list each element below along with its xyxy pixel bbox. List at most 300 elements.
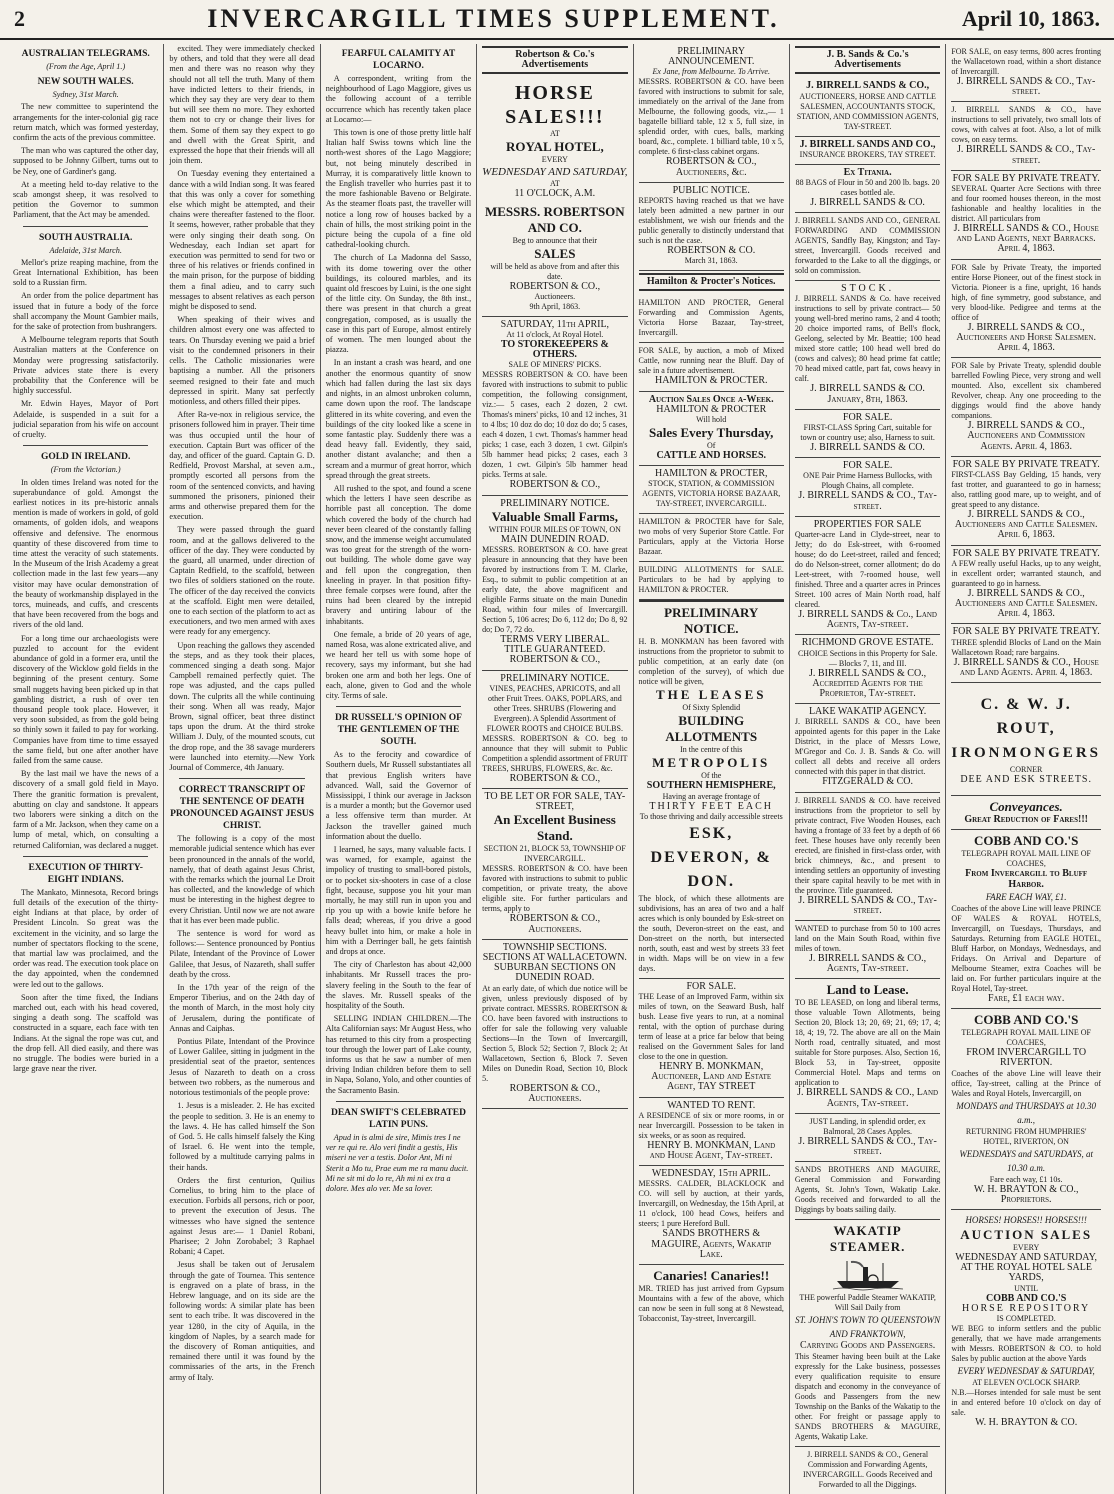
headline: NEW SOUTH WALES. [37,77,134,88]
ad-headline: J. BIRRELL SANDS AND CO., [799,138,936,150]
article-paragraph: I learned, he says, many valuable facts. I was warned, for example, against the impolicy of trusting to small-bored pistols, or to pocket six-shooters in case of a close fight, because, suppose you hit your man mortally, he may still run in upon you and rip you up with a bowie knife before he falls dead; whereas, if you drive a good heavy bullet into him, or make a hole in him with a Derringer ball, he gets faintish and drops at once. [325,845,472,957]
ad-headline: Auction Sales Once a-Week. [648,393,774,405]
ad-headline: PRELIMINARY NOTICE. [500,672,610,684]
column-3 [321,44,477,1494]
divider [336,706,461,707]
advertisement [951,102,1101,170]
article-paragraph: When speaking of their wives and children almost every one was affected to tears. On Thursday evening we paid a brief visit to the condemned prisoners in their cells. The Catholic missionaries were baptising a number. All the prisoners seemed resigned to their fate and much depressed in spirit. Many sat perfectly motionless, and others filled their pipes. [169,315,315,406]
ad-headline: LAKE WAKATIP AGENCY. [808,706,927,718]
advertisement [951,1210,1101,1432]
ad-text: MONDAYS and THURSDAYS at 10.30 a.m., [956,1100,1097,1125]
ad-text: Great Reduction of Fares!!! [964,814,1088,826]
ad-text: FOR SALE, by auction, a mob of Mixed Cattle, now running near the Bluff. Day of sale in a future advertisement. [638,346,784,376]
article-paragraph: One female, a bride of 20 years of age, named Rosa, was alone extricated alive, and we heard her tell us with some hope of recovery, says my informant, but she had broken one arm and both her legs. One of each, alone, given to God and the whole city. Terms of sale. [325,629,472,700]
advertisement [951,830,1101,1009]
ad-text: A RESIDENCE of six or more rooms, in or near Invercargill. Possession to be taken in six weeks, or as soon as required. [638,1110,784,1140]
ad-text: BUILDING ALLOTMENTS for SALE. Particulars to be had by applying to HAMILTON & PROCTER. [638,565,784,595]
ad-text: MR. TRIED has just arrived from Gypsum Mountains with a few of the above, which can now be seen in full song at 8 Newstead, Tobacconist, Tay-street, Invercargill. [638,1284,784,1324]
advertisement [639,295,784,343]
ad-signature: J. BIRRELL SANDS & CO. [810,442,925,454]
ad-text: Fare each way, £1 10s. [989,1174,1063,1184]
ad-text: Beg to announce that their [512,235,598,245]
advertisement [639,979,784,1098]
divider [23,445,148,446]
ad-text: FIRST-CLASS Spring Cart, suitable for town or country use; also, Harness to suit. [800,423,935,443]
advertisement [639,343,784,391]
ad-text: Fare, £1 each way. [987,992,1065,1004]
ad-text: THE LEASES [655,687,767,703]
advertisement [482,671,627,789]
ad-signature: J. BIRRELL SANDS & Co., Land Agents, Tay-street. [798,609,937,631]
ad-text: J. BIRRELL SANDS & CO., General Commission and Forwarding Agents, INVERCARGILL. Goods Received and Forwarded to all the Diggings. [802,1449,933,1489]
ad-signature: J. BIRRELL SANDS & CO., Agents, Tay-street. [809,953,927,975]
advertisement [639,514,784,562]
article-paragraph: Mr. Edwin Hayes, Mayor of Port Adelaide, is suspended in a suit for a judicial separation from his wife on account of cruelty. [13,399,159,440]
ad-text: JUST Landing, in splendid order, ex Balmoral, 28 Cases Apples. [809,1116,926,1136]
ad-headline: PRELIMINARY ANNOUNCEMENT. [668,46,755,68]
ad-text: Coaches of the above Line will leave PRINCE OF WALES & ROYAL HOTELS, Invercargill, on Tuesdays, Thursdays, and Saturdays. Returning from EAGLE HOTEL, Bluff Harbor, on Mondays, Wednesdays, and Fridays. On Arrival and Departure of Melbourne Steamer, extra Coaches will be laid on. For further particulars inquire at the Royal Hotel, Tay-street. [951,903,1101,993]
ad-headline: PUBLIC NOTICE. [672,184,750,196]
ad-headline: FOR SALE BY PRIVATE TREATY. [952,458,1100,470]
article-paragraph: The man who was captured the other day, supposed to be Johnny Gilbert, turns out to be Ney, one of Gardiner's gang. [13,146,159,176]
advertisement [639,392,784,467]
article-paragraph: By the last mail we have the news of a discovery of a small gold field in Mayo. There the granitic formation is prevalent, abutting on clay and sandstone. It appears two laborers were sinking a ditch on the farm of a Mr. Jackson, when they came on a lump of metal, which, on consulting a returned Californian, was declared a nugget. [13,769,159,850]
ad-headline: WAKATIP STEAMER. [829,1223,906,1255]
ad-text: Of [707,441,716,451]
ad-text: SEVERAL Quarter Acre Sections with three and four roomed houses thereon, in the most fashionable and healthy localities in the district. All particulars from [951,184,1101,224]
article-paragraph: The church of La Madonna del Sasso, with its dome towering over the other buildings, its coloured marbles, and its quaint old frescoes by Luini, is the one sight of the little city. On Sunday, the 8th inst., there was present in that church a great congregation, composed, as is usually the case in this part of Europe, almost entirely of women. The men lounged about the piazza. [325,253,472,355]
ad-signature: J. BIRRELL SANDS & CO., Tay-street. [798,894,937,916]
ad-text: MESSRS. ROBERTSON & CO. have been favored with instructions to submit for sale, immediately on the arrival of the Jane from Melbourne, the following goods, viz.,— 1 bagatelle billiard table, 12 x 5, full size, in splendid order, with cues, balls, marking board, &c., complete. 1 billiard table, 10 x 5, complete. 6 first-class cabinet organs. [638,77,784,157]
ad-signature: J. BIRRELL SANDS & CO., Tay-street. [798,1135,937,1158]
headline: AUSTRALIAN TELEGRAMS. [21,49,150,59]
ad-text: AUCTION SALES [960,1226,1093,1242]
ad-text: AT THE ROYAL HOTEL SALE YARDS, [960,1262,1092,1284]
article-paragraph: The new committee to superintend the arrangements for the inter-colonial gig race return match, which was formed yesterday, confirm the acts of the previous committee. [13,102,159,143]
article-paragraph: Jesus shall be taken out of Jerusalem through the gate of Tournea. This sentence is engraved on a plate of brass, in the Hebrew language, and on its side are the following words: A similar plate has been sent to each tribe. It was discovered in the year 1280, in the city of Aquila, in the kingdom of Naples, by a search made for the discovery of Roman antiquities, and remained there until it was found by the commissaries of the arts, in the French army of Italy. [169,1260,315,1382]
article-paragraph: The Mankato, Minnesota, Record brings full details of the execution of the thirty-eight Indians at that place, by order of President Lincoln. So great was the excitement in the vicinity, and so large the number of spectators flocking to the scene, that martial law was proclaimed, and the order was read. The execution took place on the day appointed, when the condemned were led out to the gallows. [13,887,159,989]
advertisement [795,458,940,517]
ad-text: March 31, 1863. [684,256,738,266]
ad-signature: ROBERTSON & CO., [509,280,601,292]
ad-signature: ROBERTSON & CO., Auctioneers. [509,913,601,935]
ad-signature: J. BIRRELL SANDS & CO., Auctioneers and Commission Agents. April 4, 1863. [967,420,1085,452]
ad-text: ONE Pair Prime Harness Bullocks, with Plough Chains, all complete. [803,471,933,491]
ad-text: At an early date, of which due notice will be given, unless previously disposed of by private contract. MESSRS. ROBERTSON & CO. have been favored with instructions to offer for sale the following very valuable Sections—In the Town of Invercargill, Section 5, Block 52; Section 7, Block 2; At Wallacetown, Section 6, Block 7. Seven Miles on Dunedin Road, Section 10, Block 5. [482,983,628,1083]
ad-headline: PRELIMINARY NOTICE. [664,605,759,637]
advertisement [482,78,627,316]
advertisement [639,1166,784,1265]
headline: DEAN SWIFT'S CELEBRATED LATIN PUNS. [330,1107,466,1130]
advertisement [951,1009,1101,1210]
ad-text: MESSRS. ROBERTSON & CO. have been favored with instructions to submit to public competition, or private treaty, the above eligible site. For further particulars and terms, apply to [482,864,628,914]
ad-signature: ROBERTSON & CO., [509,772,601,784]
ad-text: DEE AND ESK STREETS. [960,774,1092,786]
column-2 [164,44,320,1494]
advertisement [639,466,784,514]
ad-signature: ROBERTSON & CO., [509,479,601,491]
divider [23,856,148,857]
ad-headline: PROPERTIES FOR SALE [813,518,922,530]
ad-text: SANDS BROTHERS AND MAGUIRE, General Commission and Forwarding Agents, St. John's Town, Wakatip Lake. Goods received and forwarded to all the Diggings by boats sailing daily. [794,1165,941,1215]
ad-text: MESSRS. ROBERTSON & CO. have great pleasure in announcing that they have been favored by instructions from T. M. Clarke, Esq., to submit to public competition at an early date, the above magnificent and eligible Farms situate on the main Dunedin Road, within four miles of Invercargill. Section 5, 106 acres; Do 6, 112 do; Do 8, 92 do; Do 7, 72 do. [482,545,628,635]
article-paragraph: SELLING INDIAN CHILDREN.—The Alta Californian says: Mr August Hess, who has returned to this city from a prospecting tour through the lower part of Lake county, informs us that he saw a number of men driving Indian children before them to sell in Napa, Solano, Yolo, and other counties of the Sacramento Basin. [325,1014,472,1095]
ad-text: WE BEG to inform settlers and the public generally, that we have made arrangements with Messrs. ROBERTSON & CO. to hold Sales by public auction at the above Yards [951,1323,1101,1363]
headline: CORRECT TRANSCRIPT OF THE SENTENCE OF DEATH PRONOUNCED AGAINST JESUS CHRIST. [170,785,315,832]
ad-signature: W. H. BRAYTON & CO. [975,1416,1078,1428]
article-paragraph: Soon after the time fixed, the Indians marched out, each with his head covered, singing a death song. The scaffold was constructed in a square, each face with ten Indians. At the signal the rope was cut, and the drop fell. All died easily, and there was no struggle. The bodies were buried in a large grave near the river. [13,992,159,1074]
article-paragraph: The city of Charleston has about 42,000 inhabitants. Mr Russell traces the pro-slavery feeling in the South to the fear of the slaves. Mr. Russell speaks of the hospitality of the South. [325,960,472,1011]
ad-text: FIRST-CLASS Bay Gelding, 15 hands, very fast trotter, and guaranteed to go in harness; also, rattling good mare, up to weight, and of great speed to any distance. [951,470,1101,510]
ad-text: 88 BAGS of Flour in 50 and 200 lb. bags. 20 cases bottled ale. [795,178,940,198]
advertisement [795,979,940,1113]
ad-headline: FOR SALE. [842,460,893,472]
ad-text: IS COMPLETED. [996,1313,1056,1323]
column-5 [634,44,790,1494]
ad-headline: COBB AND CO.'S [973,1012,1079,1028]
advertisement [795,165,940,213]
ad-text: IRONMONGERS [951,745,1101,762]
ad-text: EVERY WEDNESDAY & SATURDAY, [957,1365,1095,1376]
masthead [0,0,1114,40]
ad-text: 11 O'CLOCK, A.M. [514,188,596,200]
dateline: (From the Age, April 1.) [46,62,126,71]
divider [179,778,304,779]
ad-text: HORSE REPOSITORY [962,1302,1091,1314]
divider [23,226,148,227]
advertisement [951,683,1101,796]
ad-text: CORNER [1009,765,1043,775]
advertisement [795,1447,940,1494]
advertisement [795,78,940,136]
ad-text: WEDNESDAYS and SATURDAYS, at 10.30 a.m. [959,1148,1093,1173]
article-paragraph: For a long time our archaeologists were puzzled to account for the evident abundance of gold in a former era, until the discovery of the Wicklow gold fields in the beginning of the present century. Some small nuggets having been picked up in that gambling district, a rush of over ten thousand people took place. However, it very soon subsided, as from the gold being so thinly sown it failed to pay for working. Companies have from time to time essayed the same field, but one after another have failed from the same cause. [13,633,159,765]
ad-text: INSURANCE BROKERS, TAY STREET. [799,149,936,159]
ad-headline: WEDNESDAY, 15th APRIL. [651,1168,771,1180]
ad-text: VINES, PEACHES, APRICOTS, and all other Fruit Trees. OAKS, POPLARS, and other Trees. SHRUBS (Flowering and Evergreen). A Splendid Assortment of FLOWER ROOTS and CHOICE BULBS. [486,683,623,733]
ad-text: METROPOLIS [652,755,771,771]
ad-text: WEDNESDAY AND SATURDAY, [955,1251,1098,1263]
ad-text: EVERY [541,155,568,165]
section-header: Hamilton & Procter's Notices. [639,273,784,291]
ad-text: FOR Sale by Private Treaty, splendid double barrelled Fowling Piece, very strong and well mounted. Also, excellent six chambered Revolver, cheap. Any one proceeding to the diggings would find the above handy companions. [951,361,1101,421]
ad-text: At 11 o'clock, At Royal Hotel. [506,330,604,340]
article-paragraph: Pontius Pilate, Intendant of the Province of Lower Galilee, sitting in judgment in the presidential seat of the praetor, sentences Jesus of Nazareth to death on a cross between two robbers, as the numerous and notorious testimonials of the people prove: [169,1037,315,1098]
section-header: J. B. Sands & Co.'s Advertisements [795,46,940,74]
ad-text: A FEW really useful Hacks, up to any weight, in excellent order; warranted staunch, and guaranteed to go in harness. [951,558,1101,588]
article-paragraph: The sentence is word for word as follows:— Sentence pronounced by Pontius Pilate, Intendant of the Province of Lower Galilee, that Jesus, of Nazareth, shall suffer death by the cross. [169,929,315,979]
advertisement [951,796,1101,830]
ad-text: WEDNESDAY AND SATURDAY, [482,166,628,179]
advertisement [639,1098,784,1167]
headline: GOLD IN IRELAND. [40,452,131,463]
advertisement [795,137,940,165]
article-paragraph: In an instant a crash was heard, and one another the enormous quantity of snow which had fallen during the last six days and nights, in an almost unbroken column, came down upon the roof. The landscape glittered in its white covering, and even the buildings of the city looked like a scene in some fantastic play. Suddenly there was a dead heavy fall. Evidently, they said, another distant avalanche; and then a scream and a murmur of great horror, which spread through the great streets. [325,358,472,480]
ad-text: REPORTS having reached us that we have lately been admitted a new partner in our establishment, we wish our friends and the public generally to distinctly understand that such is not the case. [638,196,784,246]
ad-text: FOR SALE, on easy terms, 800 acres fronting the Wallacetown road, within a short distance of Invercargill. [951,47,1101,76]
dateline: Sydney, 31st March. [52,90,119,100]
article-paragraph: Orders the first centurion, Quilius Cornelius, to bring him to the place of execution. Forbids all persons, rich or poor, to prevent the execution of Jesus. The witnesses who have signed the sentence against Jesus are:— 1 Daniel Robani, Pharisee; 2 John Zorobabel; 3 Raphael Robani; 4 Capet. [169,1175,315,1257]
ad-headline: TOWNSHIP SECTIONS. SECTIONS AT WALLACETOWN. SUBURBAN SECTIONS ON DUNEDIN ROAD. [482,941,627,984]
ad-headline: FOR SALE BY PRIVATE TREATY. [952,626,1100,638]
ad-signature: HAMILTON & PROCTER. [654,375,768,387]
ad-text: SALES [534,245,576,261]
section-header: Robertson & Co.'s Advertisements [482,46,627,74]
ad-text: J. BIRRELL SANDS & Co. have received instructions to sell by private contract— 50 young well-bred merino rams, 2 and 4 tooth; 20 choice imported rams, of Bell's flock, Geelong, selected by Mr. Beattie; 100 head mixed store cattle; 100 head well bred do (cows and calves); 80 head prime fat cattle; 70 head mixed cattle, part fat, cows heavy in calf. [794,294,941,384]
ad-text: HAMILTON AND PROCTER, General Forwarding and Commission Agents, Victoria Horse Bazaar, Tay-street, Invercargill. [638,298,784,338]
ad-text: J. BIRRELL SANDS & CO., have instructions to sell privately, two small lots of cows, with calves at foot. Also, a lot of milk cows, on easy terms. [951,105,1101,145]
ad-signature: J. BIRRELL SANDS & CO., Auctioneers and Cattle Salesmen. April 4, 1863. [954,587,1098,620]
advertisement [482,940,627,1109]
article-paragraph: All rushed to the spot, and found a scene which the letters I have seen describe as horrible past all conception. The dome which covered the body of the church had never been cleared of the constantly falling snow, and the immense weight accumulated was too great for the strength of the worn-out building. The whole dome gave way and fell upon the congregation, then kneeling in prayer. In that position fifty-three female corpses were found, after the ruins had been cleared by the intrepid bravery and untiring labour of the inhabitants. [325,483,472,626]
advertisement [795,517,940,636]
ad-text: HAMILTON & PROCTER have for Sale, two mobs of very Superior Store Cattle. For Particulars, apply at the Victoria Horse Bazaar. [638,517,784,557]
ad-headline: RICHMOND GROVE ESTATE. [801,637,934,649]
ad-text: SECTION 21, BLOCK 53, TOWNSHIP OF INVERCARGILL. [483,844,626,864]
ad-text: MESSRS. CALDER, BLACKLOCK and CO. will sell by auction, at their yards, Invercargill, on Wednesday, the 15th April, at 11 o'clock, 100 head Cows, heifers and steers; 1 pure Hereford Bull. [638,1179,784,1229]
ad-headline: WANTED TO RENT. [667,1099,756,1111]
advertisement [795,635,940,704]
ad-signature: FITZGERALD & CO. [822,776,914,788]
ad-text: Having an average frontage of [662,791,760,801]
headline: DR RUSSELL'S OPINION OF THE GENTLEMEN OF THE SOUTH. [334,713,462,748]
ad-text: MESSRS ROBERTSON & CO. have been favored with instructions to submit to public competition, the following consignment, viz.:— 5 cases, each 2 dozen, 2 cwt. Thomas's miners' picks, 10 and 12 inches, 31 to 4 lbs; 10 doz do do; 10 doz do do; 5 cases, each 4 dozen, 1 cwt. Thomas's hammer head picks; 1 case, each 3 dozen, 1 cwt. Gilpin's 5lb hammer head picks; 2 cases, each 3 dozen, 1 cwt. Gilpin's 5lb hammer head picks. Terms at sale. [482,370,628,480]
advertisement [795,1114,940,1162]
article-paragraph: On Tuesday evening they entertained a dance with a wild Indian song. It was feared that this was only a cover for something else which might be attempted, and their chains were thereafter fastened to the floor. It seems, however, rather probable that they were only singing their death song. On Wednesday, each Indian set apart for execution was permitted to send for two or three of his relatives or friends confined in the main prison, for the purpose of bidding them a final adieu, and to carry such messages to absent relatives as each person might be disposed to send. [169,169,315,312]
ad-signature: HENRY B. MONKMAN, Land and House Agent, Tay-street. [647,1139,776,1162]
article-paragraph: Upon reaching the gallows they ascended the steps, and as they took their places, commenced singing a death song. Major Campbell remained perfectly quiet. The rope was adjusted, and the caps pulled down. The culprits all the while continuing their song. When all was ready, Major Brown, signal officer, beat three distinct taps upon the drum. At the third stroke William J. Duly, of the mounted scouts, cut the drop rope, and the 38 savage murderers were launched into eternity.—New York Journal of Commerce, 4th January. [169,640,315,773]
headline: SOUTH AUSTRALIA. [38,232,133,243]
dateline: (From the Victorian.) [50,465,121,475]
page-columns [8,44,1106,1489]
advertisement [795,1220,940,1446]
ad-text: MESSRS. ROBERTSON & CO. beg to announce that they will submit to Public Competition a splendid assortment of FRUIT TREES, SHRUBS, FLOWERS, &c. &c. [482,733,628,773]
ad-headline: COBB AND CO.'S [973,833,1079,849]
ad-text: To those thriving and daily accessible streets [639,811,783,821]
ad-signature: J. BIRRELL SANDS & CO., House and Land Agents, next Barracks. April 4, 1863. [953,223,1099,255]
ad-text: BUILDING ALLOTMENTS [665,713,758,745]
ad-text: J. BIRRELL SANDS AND CO., GENERAL FORWARDING AND COMMISSION AGENTS, Sandfly Bay, Kingston; and Tay-street, Invercargill. Goods received and forwarded to the Lake to all the diggings, or sold on commission. [794,216,941,276]
ad-text: RETURNING FROM HUMPHRIES' HOTEL, RIVERTON, ON [965,1126,1087,1146]
ad-signature: J. BIRRELL SANDS & CO. [810,197,925,209]
ad-text: Of Sixty Splendid [682,703,741,713]
ad-text: Carrying Goods and Passengers. [799,1340,936,1352]
ad-headline: FOR SALE. [842,411,893,423]
ad-signature: ROBERTSON & CO., [509,654,601,666]
ad-signature: J. BIRRELL SANDS & CO., Tay-street. [956,144,1096,166]
ad-text: AT ELEVEN O'CLOCK SHARP. [972,1377,1081,1387]
ad-headline: PRELIMINARY NOTICE. [500,497,610,509]
ad-headline: STOCK. [841,283,895,295]
ad-text: Sales Every Thursday, [649,425,774,441]
advertisement [795,921,940,979]
column-6 [790,44,946,1494]
advertisement [951,171,1101,260]
ad-text: Will hold [696,415,727,425]
ad-text: TO BE LEASED, on long and liberal terms, those valuable Town Allotments, being Section 20, Block 13; 20, 69; 21, 69; 17, 4; 18, 4; 19, 72. The above are all on the Main North road, centrally situated, and most suitable for Store purposes. Also, Section 16, Block 53, in Tay-street, opposite Commercial Hotel. Maps and terms on application to [794,998,941,1088]
ad-text: CATTLE AND HORSES. [656,450,767,462]
advertisement [639,562,784,600]
column-4 [477,44,633,1494]
ad-text: 9th April, 1863. [529,301,581,311]
article-paragraph: At a meeting held to-day relative to the scab amongst sheep, it was resolved to petition the Governor to summon Parliament, that the Act may be amended. [13,179,159,220]
ad-text: Auctioneers. [534,291,576,301]
ad-text: THE Lease of an Improved Farm, within six miles of town, on the Seaward Bush, half bush. Lease five years to run, at a nominal rental, with the option of purchase during term of lease at a price far below that being realised on the Government Sales for land close to the one in question. [638,992,784,1062]
ad-text: TERMS VERY LIBERAL. [500,634,610,646]
ad-text: In the centre of this [680,745,743,755]
article-paragraph: 1. Jesus is a misleader. 2. He has excited the people to sedition. 3. He is an enemy to the laws. 4. He has called himself the Son of God. 5. He calls himself falsely the King of Israel. 6. He went into the temple, followed by a multitude carrying palms in their hands. [169,1101,315,1172]
ad-signature: J. BIRRELL SANDS & CO., Auctioneers and Horse Salesmen. April 4, 1863. [956,321,1096,354]
ad-signature: W. H. BRAYTON & CO., Proprietors. [973,1183,1079,1205]
column-7 [946,44,1106,1494]
advertisement [639,44,784,183]
ad-text: Ex Jane, from Melbourne. To Arrive. [652,67,770,77]
article-paragraph: As to the ferocity and cowardice of Southern duels, Mr Russell substantiates all that previous English writers have advanced. Wall, said the Governor of Mississippi, I think our average in Jackson is a murder a month; but the Governor used a less offensive term than murder. At Jackson the traveller gained much information about the duello. [325,750,472,841]
ad-headline: FOR SALE BY PRIVATE TREATY. [952,172,1100,184]
ad-text: AT [549,179,560,189]
ad-text: FARE EACH WAY, £1. [985,891,1067,902]
section-header: Conveyances. [989,799,1063,815]
ad-headline: HAMILTON & PROCTER, [654,468,768,480]
ad-text: SALE OF MINERS' PICKS. [508,360,602,370]
ad-text: From Invercargill to Bluff Harbor. [965,868,1088,890]
advertisement [639,183,784,271]
ad-headline: TO STOREKEEPERS & OTHERS. [500,339,609,361]
ad-text: AUCTIONEERS, HORSE AND CATTLE SALESMEN, ACCOUNTANTS STOCK, STATION, AND COMMISSION AGENTS, TAY-STREET. [796,91,939,131]
article-paragraph: An order from the police department has issued that in future a body of the force shall accompany the Mount Gambier mails, for the sake of protection from bushrangers. [13,291,159,332]
ad-signature: J. BIRRELL SANDS & CO., Tay-street. [956,76,1096,98]
ad-headline: Ex Titania. [843,166,892,178]
ad-text: An Excellent Business Stand. [493,812,616,844]
ad-headline: TO BE LET OR FOR SALE, TAY-STREET, [484,791,626,813]
ad-text: This Steamer having been built at the Lake expressly for the Lake business, possesses every qualification requisite to ensure dispatch and economy in the conveyance of Goods and Passengers from the new Township on the Banks of the Wakatip to the other. For freight or passage apply to SANDS BROTHERS & MAGUIRE, Agents, Wakatip Lake. [794,1351,941,1441]
ad-headline: HORSES! HORSES!! HORSES!!! [965,1214,1087,1225]
ad-text: SATURDAY, 11th APRIL, [500,318,610,330]
ad-text: THE powerful Paddle Steamer WAKATIP, Will Sail Daily from [799,1293,936,1313]
ad-signature: J. BIRRELL SANDS & CO., Land Agents, Tay-street. [797,1087,939,1109]
ad-signature: J. BIRRELL SANDS & CO., House and Land Agents. April 4, 1863. [953,656,1099,678]
advertisement [795,281,940,410]
page-number: 2 [14,6,25,31]
ad-headline: Land to Lease. [826,982,909,998]
ad-text: THIRTY FEET EACH [649,800,774,812]
ad-text: Of the [701,771,722,781]
ad-signature: J. BIRRELL SANDS & CO., Accredited Agents for the Proprietor, Tay-street. [809,667,927,700]
ad-signature: ROBERTSON & CO. [667,245,756,257]
steamer-icon [833,1257,903,1291]
ad-signature: HENRY B. MONKMAN, Auctioneer, Land and Estate Agent, TAY STREET [651,1061,772,1093]
ad-headline: HORSE SALES!!! [505,82,605,129]
ad-text: SOUTHERN HEMISPHERE, [646,780,776,792]
article-paragraph: excited. They were immediately checked by others, and told that they were all dead men and there was no reason why they should not all tell the truth. Many of them have indicted letters to their friends, in which they say they are very dear to them but will see them no more. They exhorted them not to cry or change their lives for them. Some of them say they expect to go and dwell with the Great Spirit, and expressed the hope that their friends will all join them. [169,44,315,166]
article-paragraph: They were passed through the guard room, and at the gallows delivered to the officer of the day. They were conducted by the guard, all unarmed, under direction of Captain Redfield, to the scaffold, between two files of soldiers stationed on the route. The officer of the day received the convicts at the scaffold. Eight men were detailed, one to each section of the platform to act as executioners, and two men armed with axes were ready for any emergency. [169,525,315,637]
ad-headline: C. & W. J. ROUT, [980,696,1072,738]
ad-headline: J. BIRRELL SANDS & CO., [806,80,930,92]
article-paragraph: A Melbourne telegram reports that South Australian matters at the Conference on Monday were progressing satisfactorily. Private advices state there is every probability that the Conference will be highly successful. [13,335,159,396]
ad-text: Quarter-acre Land in Clyde-street, near to Jetty; do do Esk-street, with 6-roomed house; do do Leet-street, railed and fenced; do do Nelson-street, corner allotment; do do Leet-street, with 7-roomed house, well finished. Three and a quarter acres in Princes Street. 100 acres of Main North road, half cleared. [794,530,941,610]
ad-text: UNTIL [1014,1283,1039,1293]
article-paragraph: In the 17th year of the reign of the Emperor Tiberius, and on the 24th day of the month of March, in the most holy city of Jerusalem, during the pontificate of Annas and Caiphas. [169,983,315,1033]
ad-signature: SANDS BROTHERS & MAGUIRE, Agents, Wakatip Lake. [651,1228,772,1260]
article-paragraph: The following is a copy of the most memorable judicial sentence which has ever been pronounced in the annals of the world, namely, that of death against Jesus Christ, with the remarks which the journal Le Droit has collected, and the knowledge of which must be interesting in the highest degree to every Christian. Until now we are not aware that it has ever been made public. [169,834,315,925]
advertisement [639,600,784,978]
article-paragraph: A correspondent, writing from the neighbourhood of Lago Maggiore, gives us the following account of a terrible occurrence which has recently taken place at Locarno:— [325,74,472,124]
ad-text: WITHIN FOUR MILES OF TOWN, ON [488,524,621,534]
ad-text: MAIN DUNEDIN ROAD. [500,533,609,545]
ad-text: The block, of which these allotments are subdivisions, has an area of two and a half acres which is only bounded by Esk-street on the south, Deveron-street on the east, and Don-street on the north, but intersected north, south, east and west by streets 33 feet in width. Maps will be on view in a few days. [638,893,784,973]
ad-text: will be held as above from and after this date. [490,261,620,281]
ad-text: TELEGRAPH ROYAL MAIL LINE OF COACHES, [961,1028,1091,1048]
headline: FEARFUL CALAMITY AT LOCARNO. [341,49,456,71]
ad-text: FROM INVERCARGILL TO RIVERTON. [966,1047,1087,1069]
ad-headline: FOR SALE BY PRIVATE TREATY. [952,547,1100,559]
headline: EXECUTION OF THIRTY-EIGHT INDIANS. [28,862,143,885]
advertisement [951,260,1101,359]
ad-headline: FOR SALE. [686,980,736,992]
ad-signature: J. BIRRELL SANDS & CO. January, 8th, 1863. [810,383,925,405]
column-1 [8,44,164,1494]
ad-text: EVERY [1013,1242,1040,1252]
advertisement [795,793,940,921]
ad-text: CHOICE Sections in this Property for Sale.— Blocks 7, 11, and III. [797,648,938,668]
advertisement [951,358,1101,457]
ad-signature: ROBERTSON & CO., Auctioneers. [509,1082,601,1104]
ad-text: J. BIRRELL SANDS & CO., have been appointed agents for this paper in the Lake District, in the place of Messrs Lowe, M'Gregor and Co. J. B. Sands & Co. will collect all debts and receive all orders connected with this paper in that district. [794,717,941,777]
article-paragraph: Apud in is almi de sire, Mimis tres I ne ver re qui re. Alo veri findit a gestis, His miseri ne ver a testis. Dolor Ant, Mi ni Sterit a Mo tu, Prae eum me ra manu ducit. Mi ne sit mi do lo re, Ah mi ni ex tra a dolore. Mes alo ver. Me sa lover. [325,1132,469,1193]
advertisement [951,624,1101,683]
advertisement [795,410,940,458]
ad-text: N.B.—Horses intended for sale must be sent in and entered before 10 o'clock on day of sale. [951,1387,1101,1417]
article-paragraph: Mellor's prize reaping machine, from the Great International Exhibition, has been sold to a Russian firm. [13,257,159,288]
ad-text: ESK, DEVERON, & DON. [650,824,772,890]
newspaper-title: INVERCARGILL TIMES SUPPLEMENT. [207,4,780,33]
ad-text: TELEGRAPH ROYAL MAIL LINE OF COACHES, [961,849,1091,869]
advertisement [482,496,627,671]
advertisement [795,704,940,792]
article-paragraph: This town is one of those pretty little half Italian half Swiss towns which line the north-west shores of the Lago Maggiore; but, not being minutely described in Murray, it is comparatively little known to the English traveller who hurries past it to the more fashionable Baveno or Belgirate. As the steamer floats past, the traveller will notice a long row of houses backed by a chain of hills, the most striking point in the picture being the cupola of a fine old cathedral-looking church. [325,128,472,250]
ad-text: STOCK, STATION, & COMMISSION AGENTS, VICTORIA HORSE BAZAAR, TAY-STREET, INVERCARGILL. [642,479,781,509]
ad-text: AT [549,129,560,139]
ad-text: WANTED to purchase from 50 to 100 acres land on the Main South Road, within five miles of town. [794,924,941,954]
ad-text: Coaches of the above Line will leave their office, Tay-street, calling at the Prince of Wales and Royal Hotels, Invercargill, on [951,1068,1101,1098]
ad-text: THREE splendid Blocks of Land on the Main Wallacetown Road; rare bargains. [951,637,1101,657]
divider [336,1101,461,1102]
ad-text: Valuable Small Farms, [491,508,618,524]
ad-text: ROYAL HOTEL, [505,139,604,155]
advertisement [795,213,940,281]
advertisement [951,457,1101,546]
advertisement [951,44,1101,102]
ad-text: FOR Sale by Private Treaty, the imported entire Horse Pioneer, out of the finest stock in Victoria. Pioneer is a fine, upright, 16 hands high, of fine symmetry, good substance, and very blood-like. Pedigree and terms at the office of [951,262,1101,322]
advertisement [482,789,627,940]
ad-headline: Canaries! Canaries!! [653,1268,770,1284]
ad-signature: J. BIRRELL SANDS & CO., Tay-street. [798,490,937,512]
advertisement [639,1265,784,1328]
ad-signature: ROBERTSON & CO., Auctioneers, &c. [665,156,757,178]
ad-text: MESSRS. ROBERTSON AND CO. [484,203,625,235]
ad-signature: J. BIRRELL SANDS & CO., Auctioneers and Cattle Salesmen. April 6, 1863. [954,509,1098,541]
advertisement [482,317,627,496]
ad-text: TITLE GUARANTEED. [504,644,606,656]
dateline: Adelaide, 31st March. [49,245,122,255]
ad-text: J. BIRRELL SANDS & CO. have received instructions from the proprietor to sell by private contract, Five Wooden Houses, each having a frontage of 33 feet by a depth of 66 feet. These houses have only recently been erected, are finished in first-class order, with brick chimneys, &c., and present to intending settlers an opportunity of investing their spare capital heavily to be met with in the province. Title guaranteed. [794,795,941,895]
advertisement [951,546,1101,625]
ad-text: HAMILTON & PROCTER [656,403,767,415]
issue-date: April 10, 1863. [961,6,1100,31]
ad-text: ST. JOHN'S TOWN TO QUEENSTOWN AND FRANKTOWN, [795,1315,941,1340]
article-paragraph: In olden times Ireland was noted for the superabundance of gold. Amongst the earliest notices in its pre-historic annals mention is made of workers in gold, of gold ornaments, of golden idols, and weapons offensive and defensive. The enormous quantity of these discovered from time to time attest the veracity of such statements. In the Museum of the Irish Academy a great collection made in the last few years—any visitor may have ocular demonstration of the beauty of workmanship displayed in the torcs, muineads, and cuffs, and crescents that have been recovered from the bogs and rivers of the old land. [13,477,159,630]
ad-text: COBB AND CO.'S [986,1292,1067,1304]
